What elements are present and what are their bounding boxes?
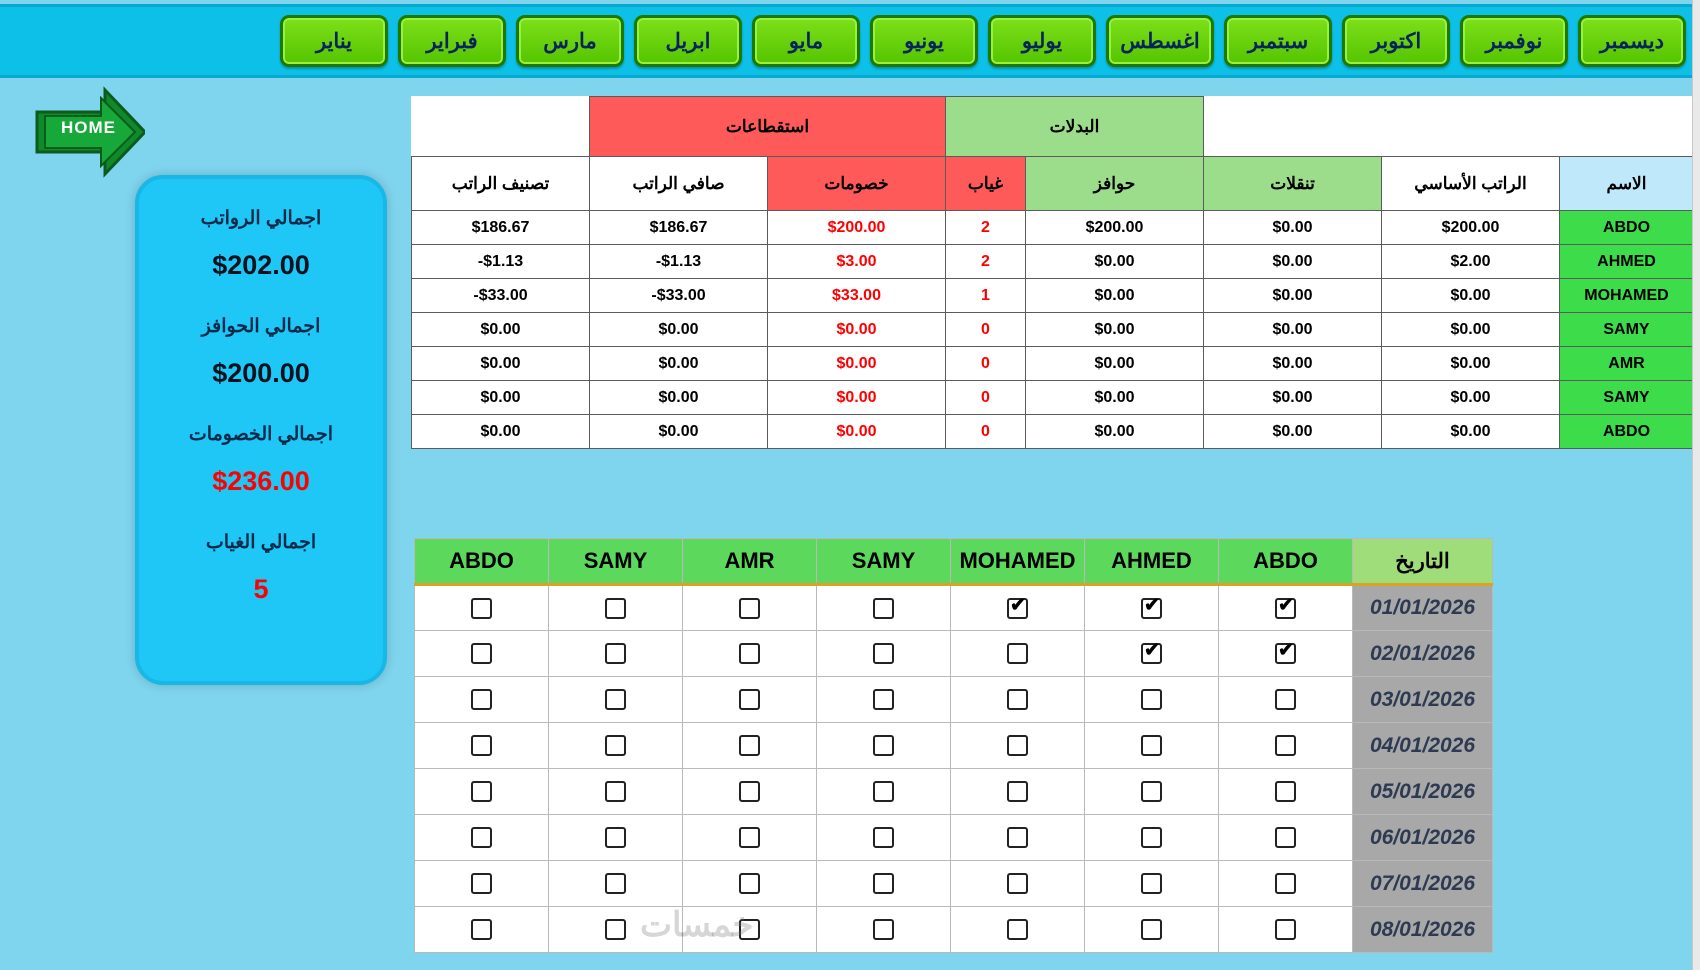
- checkbox-icon[interactable]: [605, 643, 626, 664]
- checkbox-icon[interactable]: [739, 689, 760, 710]
- attendance-date-cell: 01/01/2026: [1353, 585, 1493, 631]
- attendance-check-cell[interactable]: [683, 907, 817, 953]
- salary-cell-bonus: $0.00: [1026, 245, 1204, 279]
- salary-cell-basic: $0.00: [1382, 279, 1560, 313]
- salary-cell-deduction: $3.00: [768, 245, 946, 279]
- salary-table-row: [412, 347, 1694, 381]
- attendance-check-cell[interactable]: [951, 677, 1085, 723]
- attendance-check-cell[interactable]: [683, 815, 817, 861]
- salary-cell-transport: $0.00: [1204, 381, 1382, 415]
- salary-cell-basic: $200.00: [1382, 211, 1560, 245]
- salary-cell-name: ABDO: [1560, 211, 1694, 245]
- attendance-table-container[interactable]: [411, 538, 1493, 970]
- attendance-check-cell[interactable]: [683, 861, 817, 907]
- attendance-check-cell[interactable]: [415, 631, 549, 677]
- attendance-date-cell: 07/01/2026: [1353, 861, 1493, 907]
- checkbox-icon[interactable]: [1007, 643, 1028, 664]
- salary-cell-deduction: $0.00: [768, 381, 946, 415]
- attendance-check-cell[interactable]: [817, 769, 951, 815]
- salary-cell-classification: $0.00: [412, 381, 590, 415]
- attendance-date-cell: 03/01/2026: [1353, 677, 1493, 723]
- attendance-check-cell[interactable]: [817, 585, 951, 631]
- attendance-check-cell[interactable]: [951, 861, 1085, 907]
- salary-cell-name: MOHAMED: [1560, 279, 1694, 313]
- checkbox-checked-icon[interactable]: [1141, 598, 1162, 619]
- checkbox-icon[interactable]: [873, 873, 894, 894]
- checkbox-icon[interactable]: [1275, 827, 1296, 848]
- salary-cell-basic: $0.00: [1382, 347, 1560, 381]
- month-tab[interactable]: يونيو: [870, 15, 978, 67]
- salary-column-header-net: صافي الراتب: [590, 157, 768, 211]
- attendance-check-cell[interactable]: [683, 677, 817, 723]
- attendance-check-cell[interactable]: [415, 769, 549, 815]
- summary-value: $202.00: [212, 250, 310, 280]
- checkbox-icon[interactable]: [1007, 873, 1028, 894]
- salary-cell-bonus: $200.00: [1026, 211, 1204, 245]
- attendance-check-cell[interactable]: [951, 631, 1085, 677]
- home-button[interactable]: [27, 86, 145, 178]
- home-button-label: HOME: [61, 118, 116, 137]
- salary-cell-net: -$33.00: [590, 279, 768, 313]
- attendance-employee-header: MOHAMED: [951, 539, 1085, 585]
- checkbox-icon[interactable]: [1275, 873, 1296, 894]
- salary-cell-net: $186.67: [590, 211, 768, 245]
- attendance-check-cell[interactable]: [951, 723, 1085, 769]
- attendance-date-cell: 02/01/2026: [1353, 631, 1493, 677]
- attendance-employee-header: ABDO: [415, 539, 549, 585]
- month-tab-bar: [0, 4, 1700, 78]
- summary-value: $200.00: [212, 358, 310, 388]
- attendance-check-cell[interactable]: [415, 907, 549, 953]
- checkbox-checked-icon[interactable]: [1141, 643, 1162, 664]
- salary-table-row: [412, 279, 1694, 313]
- window-scrollbar[interactable]: [1692, 0, 1700, 970]
- checkbox-icon[interactable]: [1141, 827, 1162, 848]
- month-tab[interactable]: مارس: [516, 15, 624, 67]
- month-tab[interactable]: ديسمبر: [1578, 15, 1686, 67]
- attendance-check-cell[interactable]: [415, 861, 549, 907]
- month-tab[interactable]: مايو: [752, 15, 860, 67]
- attendance-table-head: [415, 539, 1493, 585]
- attendance-row: [415, 585, 1493, 631]
- attendance-check-cell[interactable]: [1219, 585, 1353, 631]
- salary-table-body: [412, 211, 1694, 449]
- checkbox-icon[interactable]: [739, 873, 760, 894]
- attendance-check-cell[interactable]: [1219, 907, 1353, 953]
- attendance-check-cell[interactable]: [549, 677, 683, 723]
- attendance-check-cell[interactable]: [1219, 815, 1353, 861]
- attendance-check-cell[interactable]: [1219, 631, 1353, 677]
- checkbox-icon[interactable]: [1275, 735, 1296, 756]
- checkbox-checked-icon[interactable]: [1007, 598, 1028, 619]
- checkbox-icon[interactable]: [471, 781, 492, 802]
- checkbox-icon[interactable]: [873, 735, 894, 756]
- checkbox-icon[interactable]: [605, 827, 626, 848]
- attendance-row: [415, 723, 1493, 769]
- checkbox-icon[interactable]: [471, 598, 492, 619]
- attendance-employee-header: AHMED: [1085, 539, 1219, 585]
- salary-cell-net: $0.00: [590, 415, 768, 449]
- salary-column-header-name: الاسم: [1560, 157, 1694, 211]
- salary-column-header-deduction: خصومات: [768, 157, 946, 211]
- checkbox-icon[interactable]: [1007, 735, 1028, 756]
- attendance-employee-header: AMR: [683, 539, 817, 585]
- attendance-check-cell[interactable]: [549, 861, 683, 907]
- attendance-check-cell[interactable]: [951, 585, 1085, 631]
- attendance-header-row: [415, 539, 1493, 585]
- salary-cell-classification: $0.00: [412, 347, 590, 381]
- salary-cell-classification: -$1.13: [412, 245, 590, 279]
- salary-cell-classification: $0.00: [412, 415, 590, 449]
- attendance-table-body: [415, 585, 1493, 953]
- checkbox-icon[interactable]: [471, 919, 492, 940]
- month-tab[interactable]: اكتوبر: [1342, 15, 1450, 67]
- attendance-check-cell[interactable]: [683, 769, 817, 815]
- summary-label: اجمالي الغياب: [205, 532, 317, 553]
- summary-panel: [135, 175, 387, 685]
- salary-cell-absence: 1: [946, 279, 1026, 313]
- checkbox-icon[interactable]: [739, 598, 760, 619]
- attendance-check-cell[interactable]: [1085, 585, 1219, 631]
- month-tab[interactable]: ابريل: [634, 15, 742, 67]
- checkbox-checked-icon[interactable]: [1275, 598, 1296, 619]
- checkbox-icon[interactable]: [1007, 919, 1028, 940]
- attendance-check-cell[interactable]: [415, 815, 549, 861]
- salary-cell-absence: 0: [946, 381, 1026, 415]
- salary-cell-basic: $0.00: [1382, 415, 1560, 449]
- checkbox-icon[interactable]: [605, 598, 626, 619]
- attendance-check-cell[interactable]: [415, 585, 549, 631]
- attendance-check-cell[interactable]: [1085, 907, 1219, 953]
- checkbox-icon[interactable]: [605, 689, 626, 710]
- checkbox-icon[interactable]: [471, 827, 492, 848]
- checkbox-icon[interactable]: [1275, 689, 1296, 710]
- checkbox-icon[interactable]: [873, 689, 894, 710]
- salary-table-row: [412, 211, 1694, 245]
- salary-cell-transport: $0.00: [1204, 313, 1382, 347]
- attendance-check-cell[interactable]: [817, 631, 951, 677]
- checkbox-icon[interactable]: [471, 873, 492, 894]
- salary-cell-name: SAMY: [1560, 313, 1694, 347]
- checkbox-icon[interactable]: [739, 827, 760, 848]
- checkbox-icon[interactable]: [873, 781, 894, 802]
- checkbox-icon[interactable]: [605, 873, 626, 894]
- attendance-employee-header: SAMY: [817, 539, 951, 585]
- checkbox-icon[interactable]: [873, 598, 894, 619]
- checkbox-icon[interactable]: [739, 781, 760, 802]
- salary-cell-absence: 0: [946, 313, 1026, 347]
- month-tab[interactable]: يناير: [280, 15, 388, 67]
- checkbox-icon[interactable]: [605, 781, 626, 802]
- salary-cell-transport: $0.00: [1204, 245, 1382, 279]
- salary-cell-net: -$1.13: [590, 245, 768, 279]
- attendance-check-cell[interactable]: [549, 723, 683, 769]
- attendance-check-cell[interactable]: [415, 677, 549, 723]
- checkbox-icon[interactable]: [1007, 781, 1028, 802]
- attendance-date-cell: 05/01/2026: [1353, 769, 1493, 815]
- attendance-table: [414, 538, 1493, 953]
- salary-column-header-transport: تنقلات: [1204, 157, 1382, 211]
- summary-label: اجمالي الحوافز: [201, 316, 321, 337]
- checkbox-icon[interactable]: [873, 919, 894, 940]
- salary-column-header-bonus: حوافز: [1026, 157, 1204, 211]
- salary-cell-bonus: $0.00: [1026, 381, 1204, 415]
- salary-cell-net: $0.00: [590, 313, 768, 347]
- attendance-check-cell[interactable]: [817, 815, 951, 861]
- attendance-check-cell[interactable]: [1085, 677, 1219, 723]
- attendance-check-cell[interactable]: [1219, 769, 1353, 815]
- attendance-check-cell[interactable]: [1085, 769, 1219, 815]
- salary-cell-deduction: $33.00: [768, 279, 946, 313]
- salary-cell-transport: $0.00: [1204, 211, 1382, 245]
- salary-cell-bonus: $0.00: [1026, 279, 1204, 313]
- salary-cell-classification: $0.00: [412, 313, 590, 347]
- attendance-check-cell[interactable]: [817, 907, 951, 953]
- attendance-check-cell[interactable]: [683, 585, 817, 631]
- month-tab[interactable]: اغسطس: [1106, 15, 1214, 67]
- attendance-check-cell[interactable]: [1219, 861, 1353, 907]
- salary-cell-deduction: $0.00: [768, 313, 946, 347]
- salary-cell-basic: $0.00: [1382, 313, 1560, 347]
- attendance-check-cell[interactable]: [1085, 631, 1219, 677]
- checkbox-icon[interactable]: [739, 735, 760, 756]
- checkbox-icon[interactable]: [1007, 827, 1028, 848]
- checkbox-icon[interactable]: [873, 827, 894, 848]
- summary-label: اجمالي الرواتب: [200, 208, 322, 229]
- salary-table-row: [412, 313, 1694, 347]
- summary-value: $236.00: [212, 466, 310, 496]
- checkbox-icon[interactable]: [605, 735, 626, 756]
- attendance-check-cell[interactable]: [549, 907, 683, 953]
- salary-table-row: [412, 245, 1694, 279]
- salary-cell-net: $0.00: [590, 347, 768, 381]
- attendance-check-cell[interactable]: [549, 769, 683, 815]
- checkbox-icon[interactable]: [1141, 919, 1162, 940]
- checkbox-icon[interactable]: [1141, 781, 1162, 802]
- attendance-check-cell[interactable]: [951, 769, 1085, 815]
- salary-cell-name: AMR: [1560, 347, 1694, 381]
- checkbox-icon[interactable]: [1275, 919, 1296, 940]
- salary-column-header-basic: الراتب الأساسي: [1382, 157, 1560, 211]
- attendance-date-cell: 08/01/2026: [1353, 907, 1493, 953]
- attendance-check-cell[interactable]: [1085, 815, 1219, 861]
- salary-column-header-classification: تصنيف الراتب: [412, 157, 590, 211]
- salary-cell-transport: $0.00: [1204, 279, 1382, 313]
- watermark-text: خمسات: [640, 906, 754, 944]
- month-tab[interactable]: سبتمبر: [1224, 15, 1332, 67]
- month-tab[interactable]: نوفمبر: [1460, 15, 1568, 67]
- attendance-date-cell: 04/01/2026: [1353, 723, 1493, 769]
- group-header-spacer-left: [412, 97, 590, 157]
- attendance-date-header: التاريخ: [1353, 539, 1493, 585]
- attendance-check-cell[interactable]: [817, 723, 951, 769]
- salary-cell-absence: 0: [946, 347, 1026, 381]
- attendance-date-cell: 06/01/2026: [1353, 815, 1493, 861]
- salary-cell-name: AHMED: [1560, 245, 1694, 279]
- salary-cell-deduction: $200.00: [768, 211, 946, 245]
- attendance-check-cell[interactable]: [549, 815, 683, 861]
- salary-cell-bonus: $0.00: [1026, 313, 1204, 347]
- checkbox-icon[interactable]: [1141, 873, 1162, 894]
- checkbox-icon[interactable]: [471, 643, 492, 664]
- salary-cell-transport: $0.00: [1204, 415, 1382, 449]
- attendance-row: [415, 861, 1493, 907]
- attendance-check-cell[interactable]: [1085, 723, 1219, 769]
- checkbox-icon[interactable]: [1275, 781, 1296, 802]
- checkbox-icon[interactable]: [1141, 689, 1162, 710]
- salary-cell-basic: $0.00: [1382, 381, 1560, 415]
- attendance-check-cell[interactable]: [415, 723, 549, 769]
- attendance-row: [415, 815, 1493, 861]
- salary-cell-deduction: $0.00: [768, 415, 946, 449]
- salary-group-header-row: [412, 97, 1694, 157]
- salary-cell-classification: -$33.00: [412, 279, 590, 313]
- checkbox-icon[interactable]: [1007, 689, 1028, 710]
- salary-cell-bonus: $0.00: [1026, 347, 1204, 381]
- attendance-check-cell[interactable]: [1085, 861, 1219, 907]
- salary-table-row: [412, 415, 1694, 449]
- attendance-check-cell[interactable]: [1219, 677, 1353, 723]
- attendance-employee-header: SAMY: [549, 539, 683, 585]
- salary-cell-bonus: $0.00: [1026, 415, 1204, 449]
- group-header-allowances: البدلات: [946, 97, 1204, 157]
- attendance-check-cell[interactable]: [817, 861, 951, 907]
- checkbox-icon[interactable]: [605, 919, 626, 940]
- attendance-check-cell[interactable]: [683, 631, 817, 677]
- checkbox-icon[interactable]: [1141, 735, 1162, 756]
- salary-cell-name: ABDO: [1560, 415, 1694, 449]
- checkbox-icon[interactable]: [471, 735, 492, 756]
- salary-column-header-absence: غياب: [946, 157, 1026, 211]
- checkbox-icon[interactable]: [873, 643, 894, 664]
- attendance-check-cell[interactable]: [549, 585, 683, 631]
- salary-cell-absence: 0: [946, 415, 1026, 449]
- salary-cell-transport: $0.00: [1204, 347, 1382, 381]
- group-header-spacer-right: [1204, 97, 1694, 157]
- attendance-check-cell[interactable]: [951, 907, 1085, 953]
- summary-label: اجمالي الخصومات: [188, 424, 334, 445]
- attendance-row: [415, 769, 1493, 815]
- month-tab[interactable]: يوليو: [988, 15, 1096, 67]
- checkbox-icon[interactable]: [739, 643, 760, 664]
- checkbox-checked-icon[interactable]: [1275, 643, 1296, 664]
- salary-table: [411, 96, 1694, 449]
- attendance-check-cell[interactable]: [817, 677, 951, 723]
- salary-cell-classification: $186.67: [412, 211, 590, 245]
- attendance-check-cell[interactable]: [951, 815, 1085, 861]
- attendance-row: [415, 677, 1493, 723]
- salary-cell-basic: $2.00: [1382, 245, 1560, 279]
- salary-cell-absence: 2: [946, 245, 1026, 279]
- group-header-deductions: استقطاعات: [590, 97, 946, 157]
- attendance-row: [415, 631, 1493, 677]
- salary-column-header-row: [412, 157, 1694, 211]
- attendance-employee-header: ABDO: [1219, 539, 1353, 585]
- salary-cell-net: $0.00: [590, 381, 768, 415]
- salary-cell-deduction: $0.00: [768, 347, 946, 381]
- attendance-check-cell[interactable]: [1219, 723, 1353, 769]
- attendance-row: [415, 907, 1493, 953]
- summary-value: 5: [253, 574, 269, 604]
- month-tab[interactable]: فبراير: [398, 15, 506, 67]
- attendance-check-cell[interactable]: [683, 723, 817, 769]
- salary-cell-absence: 2: [946, 211, 1026, 245]
- checkbox-icon[interactable]: [471, 689, 492, 710]
- checkbox-icon[interactable]: [739, 919, 760, 940]
- salary-cell-name: SAMY: [1560, 381, 1694, 415]
- salary-table-head: [412, 97, 1694, 211]
- salary-table-row: [412, 381, 1694, 415]
- attendance-check-cell[interactable]: [549, 631, 683, 677]
